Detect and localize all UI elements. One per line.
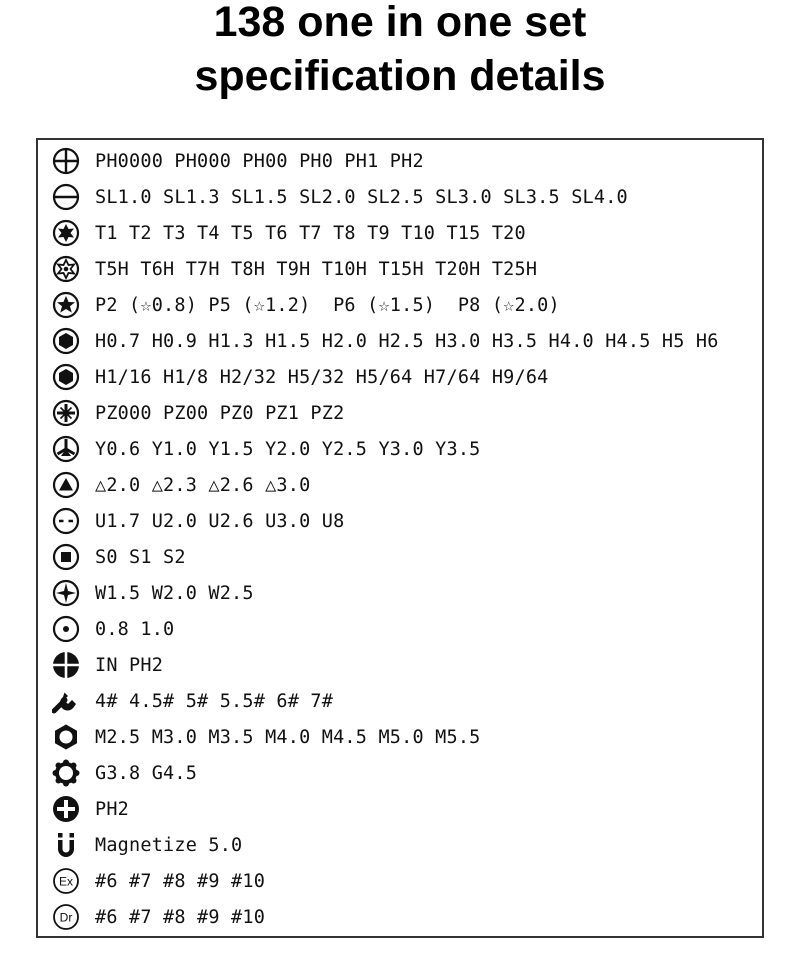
list-item (52, 756, 197, 790)
list-item (52, 792, 129, 826)
list-item (52, 720, 481, 754)
spec-text: U1.7 U2.0 U2.6 U3.0 U8 (95, 510, 345, 532)
spec-text: G3.8 G4.5 (95, 762, 198, 784)
spec-text: SL1.0 SL1.3 SL1.5 SL2.0 SL2.5 SL3.0 SL3.5 SL4.0 (95, 186, 628, 208)
list-item (52, 828, 242, 862)
list-item (52, 900, 265, 934)
spec-text: T1 T2 T3 T4 T5 T6 T7 T8 T9 T10 T15 T20 (95, 222, 526, 244)
spec-text: #6 #7 #8 #9 #10 (95, 906, 266, 928)
gear-icon (52, 759, 80, 787)
torx-security-icon (52, 255, 80, 283)
spec-text: P2 (☆0.8) P5 (☆1.2) P6 (☆1.5) P8 (☆2.0) (95, 294, 560, 316)
spec-text: PH2 (95, 798, 130, 820)
hex-inch-icon (52, 363, 80, 391)
spec-text: T5H T6H T7H T8H T9H T10H T15H T20H T25H (95, 258, 538, 280)
list-item (52, 684, 333, 718)
list-item (52, 288, 560, 322)
list-item (52, 468, 310, 502)
slotted-icon (52, 183, 80, 211)
tri-wing-icon (52, 435, 80, 463)
ex-icon (52, 867, 80, 895)
list-item (52, 144, 424, 178)
list-item (52, 648, 163, 682)
list-item (52, 216, 526, 250)
ex-label: Ex (58, 874, 74, 889)
page-title-line1: 138 one in one set (213, 0, 587, 46)
spec-text: PZ000 PZ00 PZ0 PZ1 PZ2 (95, 402, 345, 424)
m-hex-nut-icon (52, 723, 80, 751)
triangle-icon (52, 471, 80, 499)
spec-text: △2.0 △2.3 △2.6 △3.0 (95, 474, 311, 496)
inner-phillips-icon (52, 651, 80, 679)
list-item (52, 864, 265, 898)
phillips-cross-icon (52, 147, 80, 175)
spec-text: Magnetize 5.0 (95, 834, 243, 856)
list-item (52, 432, 481, 466)
square-icon (52, 543, 80, 571)
spec-text: S0 S1 S2 (95, 546, 186, 568)
list-item (52, 540, 186, 574)
pentalobe-star-icon (52, 291, 80, 319)
spec-text: W1.5 W2.0 W2.5 (95, 582, 254, 604)
pozidriv-icon (52, 399, 80, 427)
list-item (52, 252, 537, 286)
spec-text: Y0.6 Y1.0 Y1.5 Y2.0 Y2.5 Y3.0 Y3.5 (95, 438, 481, 460)
spec-text: IN PH2 (95, 654, 164, 676)
list-item (52, 324, 719, 358)
page-title-line2: specification details (194, 52, 606, 100)
spec-text: #6 #7 #8 #9 #10 (95, 870, 266, 892)
socket-wrench-icon (52, 687, 80, 715)
list-item (52, 576, 254, 610)
spec-text: 4# 4.5# 5# 5.5# 6# 7# (95, 690, 334, 712)
spec-text: H0.7 H0.9 H1.3 H1.5 H2.0 H2.5 H3.0 H3.5 H4.0 H4.5 H5 H6 (95, 330, 719, 352)
magnetizer-icon (52, 831, 80, 859)
dr-icon (52, 903, 80, 931)
spec-text: M2.5 M3.0 M3.5 M4.0 M4.5 M5.0 M5.5 (95, 726, 481, 748)
torx-icon (52, 219, 80, 247)
spec-text: 0.8 1.0 (95, 618, 175, 640)
list-item (52, 396, 344, 430)
list-item (52, 180, 628, 214)
dot-icon (52, 615, 80, 643)
hex-icon (52, 327, 80, 355)
list-item (52, 360, 549, 394)
w-cross-icon (52, 579, 80, 607)
spec-text: H1/16 H1/8 H2/32 H5/32 H5/64 H7/64 H9/64 (95, 366, 549, 388)
u-shape-icon (52, 507, 80, 535)
spec-list (36, 138, 764, 938)
dr-label: Dr (59, 910, 73, 925)
spec-text: PH0000 PH000 PH00 PH0 PH1 PH2 (95, 150, 424, 172)
list-item (52, 612, 174, 646)
ph2-cross-icon (52, 795, 80, 823)
list-item (52, 504, 344, 538)
